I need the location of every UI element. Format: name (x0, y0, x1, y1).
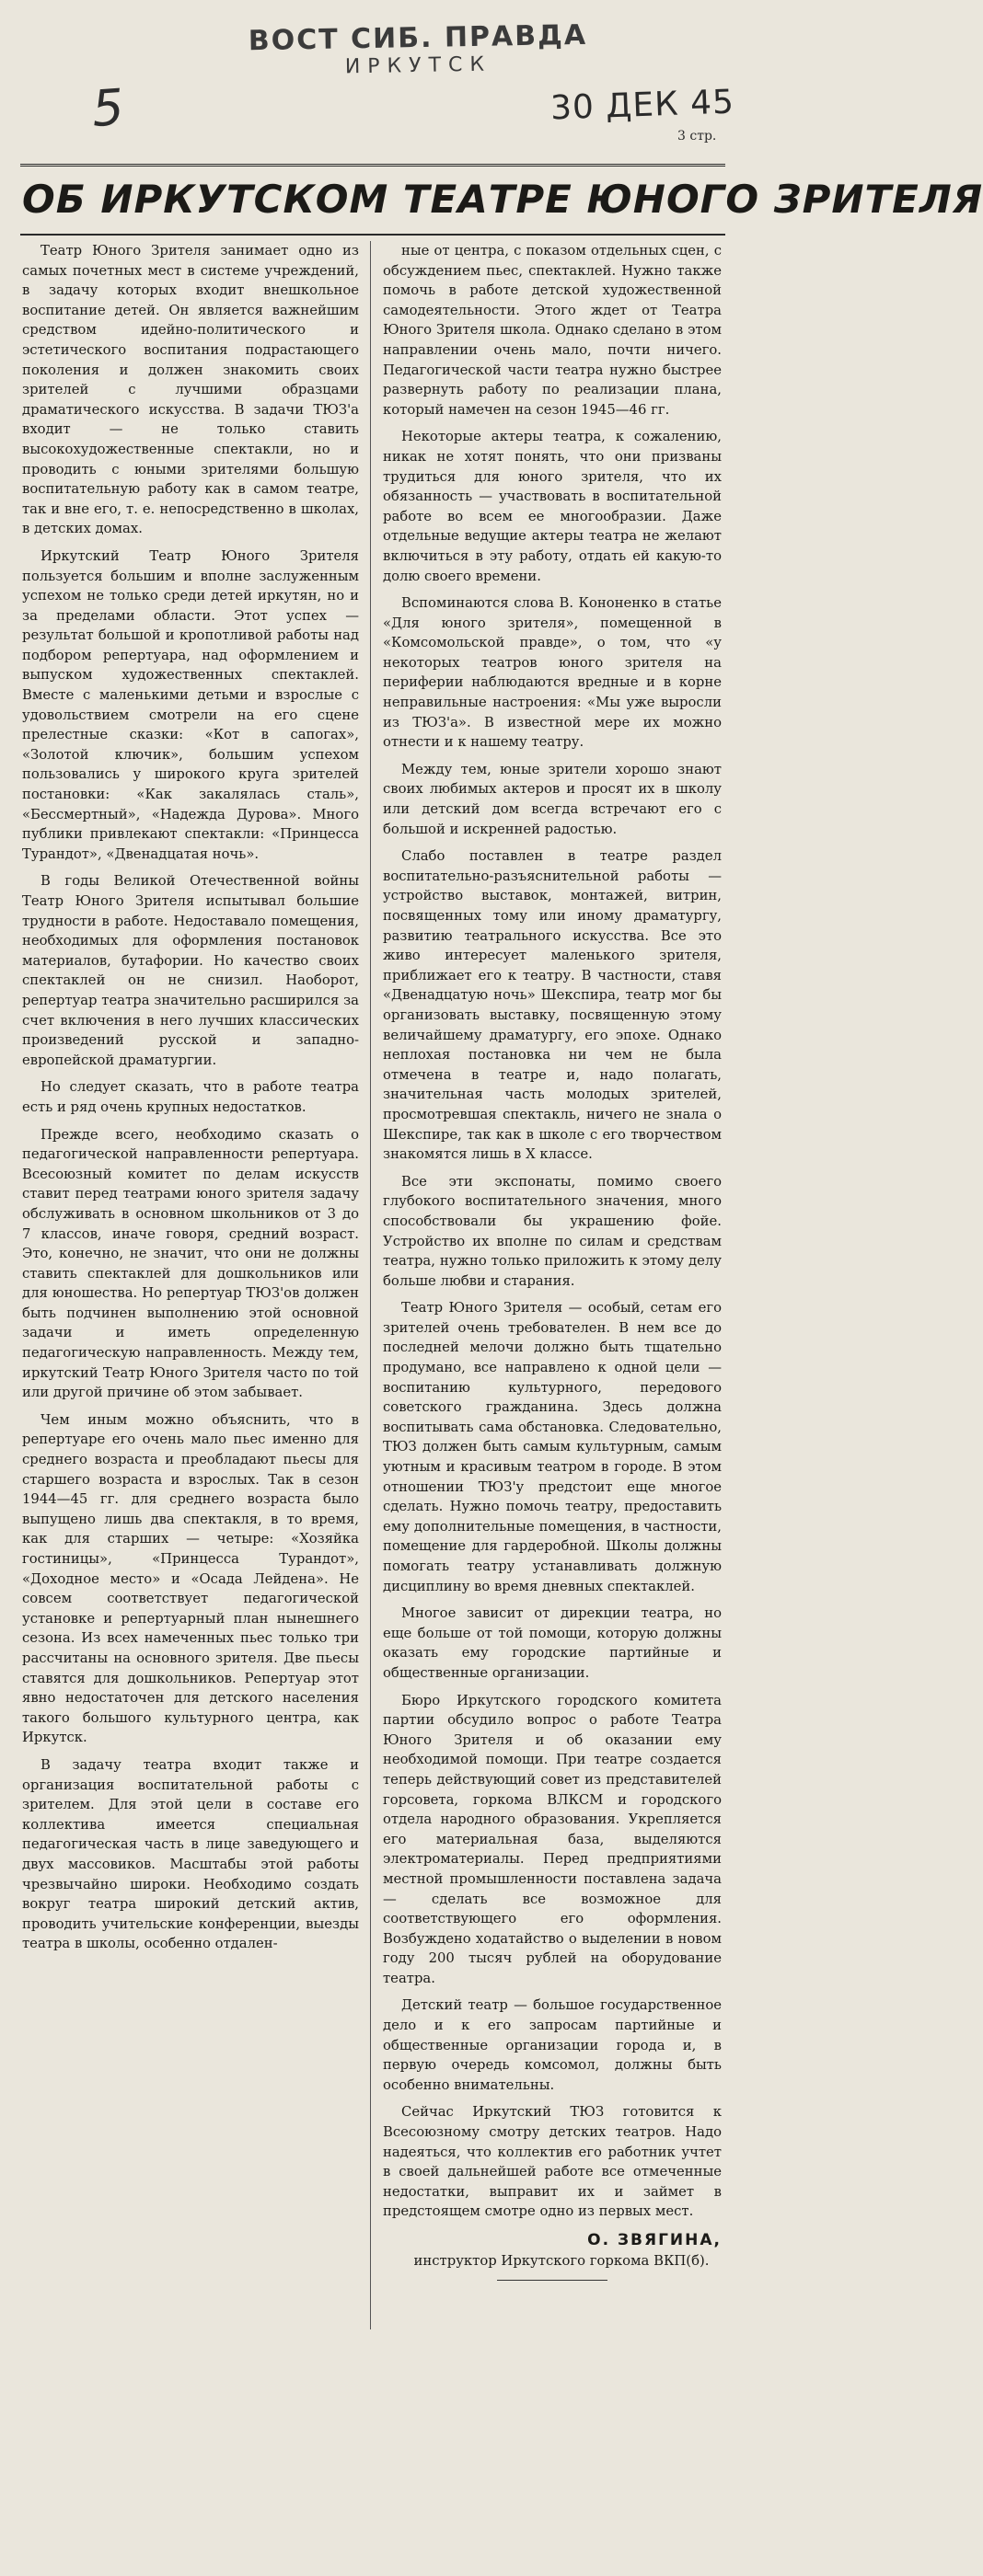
paragraph: Между тем, юные зрители хорошо знают своих любимых актеров и просят их в школу или детский дом всегда встречают его с большой и искренней радостью. (383, 761, 722, 837)
paragraph: В годы Великой Отечественной войны Театр Юного Зрителя испытывал большие трудности в работе. Недоставало помещения, необходимых для оформления постановок материалов, бутафории. Но качество своих спектаклей он не снизил. Наоборот, репертуар театра значительно расширился за счет включения в него лучших классических произведений русской и западно-европейской драматургии. (22, 873, 359, 1068)
date-stamp: 30 ДЕК 45 (549, 83, 735, 128)
paragraph: Некоторые актеры театра, к сожалению, никак не хотят понять, что они призваны трудиться для юного зрителя, что их обязанность — участвовать в воспитательной работе во всем ее многообразии. Даже отдельные ведущие актеры театра не желают включиться в эту работу, отдать ей какую-то долю своего времени. (383, 429, 722, 584)
left-column (22, 241, 359, 1961)
paragraph: В задачу театра входит также и организация воспитательной работы с зрителем. Для этой цели в составе его коллектива имеется специальная педагогическая часть в лице заведующего и двух массовиков. Масштабы этой работы чрезвычайно широки. Необходимо создать вокруг театра широкий детский актив, проводить учительские конференции, выезды театра в школы, особенно отдален- (22, 1756, 359, 1952)
column-divider (370, 241, 371, 2329)
paragraph: Чем иным можно объяснить, что в репертуаре его очень мало пьес именно для среднего возраста и преобладают пьесы для старшего возраста и взрослых. Так в сезон 1944—45 гг. для среднего возраста было выпущено лишь два спектакля, в то время, как для старших — четыре: «Хозяйка гостиницы», «Принцесса Турандот», «Доходное место» и «Осада Лейдена». Не совсем соответствует педагогической установке и репертуарный план нынешнего сезона. Из всех намеченных пьес только три рассчитаны на основного зрителя. Две пьесы ставятся для дошкольников. Репертуар этот явно недостаточен для детского населения такого большого культурного центра, как Иркутск. (22, 1411, 359, 1746)
paragraph: Бюро Иркутского городского комитета партии обсудило вопрос о работе Театра Юного Зрителя и об оказании ему необходимой помощи. При театре создается теперь действующий совет из представителей горсовета, горкома ВЛКСМ и городского отдела народного образования. Укрепляется его материальная база, выделяются электроматериалы. Перед предприятиями местной промышленности поставлена задача — сделать все возможное для соответствующего его оформления. Возбуждено ходатайство о выделении в новом году 200 тысяч рублей на оборудование театра. (383, 1692, 722, 1986)
stamp-newspaper-name: ВОСТ СИБ. ПРАВДА (248, 18, 588, 58)
page-number: 3 стр. (677, 129, 717, 144)
paragraph: Прежде всего, необходимо сказать о педагогической направленности репертуара. Всесоюзный комитет по делам искусств ставит перед театрами юного зрителя задачу обслуживать в основном школьников от 3 до 7 классов, иначе говоря, средний возраст. Это, конечно, не значит, что они не должны ставить спектаклей для дошкольников или для юношества. Но репертуар ТЮЗ'ов должен быть подчинен выполнению этой основной задачи и иметь определенную педагогическую направленность. Между тем, иркутский Театр Юного Зрителя часто по той или другой причине об этом забывает. (22, 1126, 359, 1401)
newspaper-stamp (249, 19, 588, 80)
paragraph: Сейчас Иркутский ТЮЗ готовится к Всесоюзному смотру детских театров. Надо надеяться, что коллектив его работник учтет в своей дальнейшей работе все отмеченные недостатки, выправит их и займет в предстоящем смотре одно из первых мест. (383, 2104, 722, 2220)
author-signature: О. ЗВЯГИНА, (587, 2231, 722, 2249)
author-title: инструктор Иркутского горкома ВКП(б). (413, 2252, 710, 2269)
paragraph: Вспоминаются слова В. Кононенко в статье «Для юного зрителя», помещенной в «Комсомольской правде», о том, что «у некоторых театров юного зрителя на периферии наблюдаются вредные и в корне неправильные настроения: «Мы уже выросли из ТЮЗ'а». В известной мере их можно отнести и к нашему театру. (383, 595, 722, 751)
paragraph: Но следует сказать, что в работе театра есть и ряд очень крупных недостатков. (22, 1079, 359, 1115)
paragraph: Слабо поставлен в театре раздел воспитательно-разъяснительной работы — устройство выставок, монтажей, витрин, посвященных тому или иному драматургу, развитию театрального искусства. Все это живо интересует маленького зрителя, приближает его к театру. В частности, ставя «Двенадцатую ночь» Шекспира, театр мог бы организовать выставку, посвященную этому величайшему драматургу, его эпохе. Однако неплохая постановка ни чем не была отмечена в театре и, надо полагать, значительная часть молодых зрителей, просмотревшая спектакль, ничего не знала о Шекспире, так как в школе с его творчеством знакомятся лишь в X классе. (383, 848, 722, 1163)
page-mark: 5 (89, 77, 126, 139)
end-rule (497, 2280, 607, 2281)
paragraph: Многое зависит от дирекции театра, но еще больше от той помощи, которую должны оказать ему городские партийные и общественные организации. (383, 1605, 722, 1681)
paragraph: Иркутский Театр Юного Зрителя пользуется большим и вполне заслуженным успехом не только среди детей иркутян, но и за пределами области. Этот успех — результат большой и кропотливой работы над подбором репертуара, над оформлением и выпуском художественных спектаклей. Вместе с маленькими детьми и взрослые с удовольствием смотрели на его сцене прелестные сказки: «Кот в сапогах», «Золотой ключик», большим успехом пользовались у широкого круга зрителей постановки: «Как закалялась сталь», «Бессмертный», «Надежда Дурова». Много публики привлекают спектакли: «Принцесса Турандот», «Двенадцатая ночь». (22, 547, 359, 862)
top-rule (20, 164, 725, 167)
paragraph: Все эти экспонаты, помимо своего глубокого воспитательного значения, много способствовали бы украшению фойе. Устройство их вполне по силам и средствам театра, нужно только приложить к этому делу больше любви и старания. (383, 1173, 722, 1289)
paragraph: ные от центра, с показом отдельных сцен, с обсуждением пьес, спектаклей. Нужно также помочь в работе детской художественной самодеятельности. Этого ждет от Театра Юного Зрителя школа. Однако сделано в этом направлении очень мало, почти ничего. Педагогической части театра нужно быстрее развернуть работу по реализации плана, который намечен на сезон 1945—46 гг. (383, 243, 722, 418)
paragraph: Театр Юного Зрителя занимает одно из самых почетных мест в системе учреждений, в задачу которых входит внешкольное воспитание детей. Он является важнейшим средством идейно-политического и эстетического воспитания подрастающего поколения и должен знакомить своих зрителей с лучшими образцами драматического искусства. В задачи ТЮЗ'а входит — не только ставить высокохудожественные спектакли, но и проводить с юными зрителями большую воспитательную работу как в самом театре, так и вне его, т. е. непосредственно в школах, в детских домах. (22, 243, 359, 537)
paragraph: Театр Юного Зрителя — особый, сетам его зрителей очень требователен. В нем все до последней мелочи должно быть тщательно продумано, все направлено к одной цели — воспитанию культурного, передового советского гражданина. Здесь должна воспитывать сама обстановка. Следовательно, ТЮЗ должен быть самым культурным, самым уютным и красивым театром в городе. В этом отношении ТЮЗ'у предстоит еще многое сделать. Нужно помочь театру, предоставить ему дополнительные помещения, в частности, помещение для гардеробной. Школы должны помогать театру устанавливать должную дисциплину во время дневных спектаклей. (383, 1300, 722, 1594)
right-column (383, 241, 722, 2281)
headline-rule (20, 234, 725, 236)
stamp-city: ИРКУТСК (344, 52, 492, 79)
paragraph: Детский театр — большое государственное дело и к его запросам партийные и общественные организации города и, в первую очередь комсомол, должны быть особенно внимательны. (383, 1997, 722, 2093)
article-headline: ОБ ИРКУТСКОМ ТЕАТРЕ ЮНОГО ЗРИТЕЛЯ (22, 177, 983, 222)
